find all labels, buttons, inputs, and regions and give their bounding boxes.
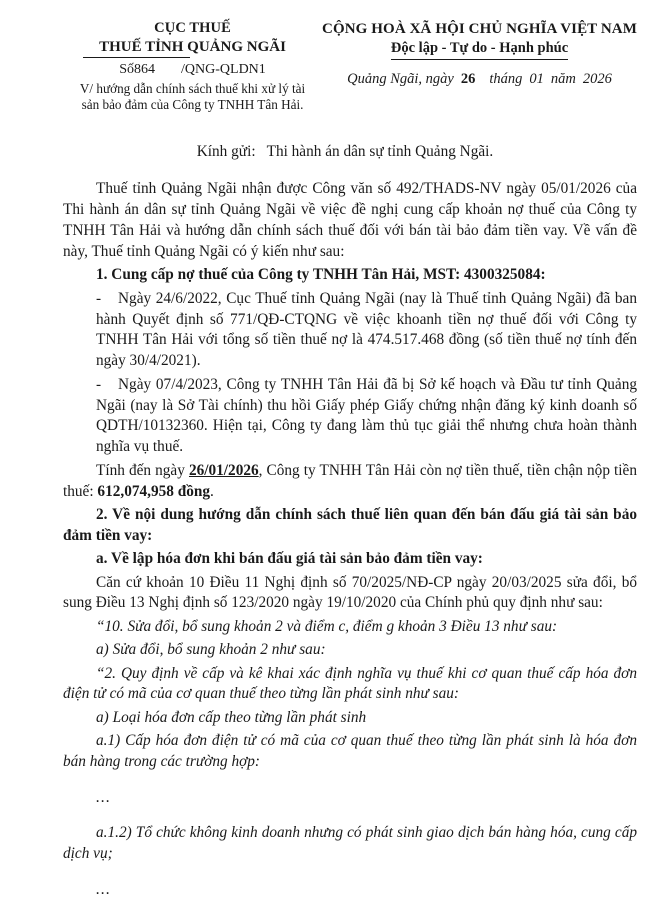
debt-as-of-date: 26/01/2026 — [188, 461, 259, 479]
quote-clause-2: “2. Quy định về cấp và kê khai xác định nghĩa vụ thuế khi cơ quan thuế cấp hóa đơn điện tử có mã của cơ quan thuế theo từng lần phát sinh như sau: — [63, 664, 637, 703]
section-1-item-1 — [63, 289, 637, 373]
debt-amount: 612,074,958 đồng — [97, 482, 211, 500]
date-place: Quảng Ngãi, ngày — [347, 70, 454, 87]
legal-basis-paragraph: Căn cứ khoản 10 Điều 11 Nghị định số 70/2025/NĐ-CP ngày 20/03/2025 sửa đổi, bổ sung Điều 13 Nghị định số 123/2020 ngày 19/10/2020 của Chính phủ quy định như sau: — [63, 573, 637, 612]
subject-line-1: V/ hướng dẫn chính sách thuế khi xử lý tài — [79, 80, 306, 96]
national-motto: Độc lập - Tự do - Hạnh phúc — [391, 40, 568, 60]
section-1-item-1-text: Ngày 24/6/2022, Cục Thuế tỉnh Quảng Ngãi (nay là Thuế tỉnh Quảng Ngãi) đã ban hành Quyết định số 771/QĐ-CTQNG về việc khoanh tiền nợ thuế đối với Công ty TNHH Tân Hải với tổng số tiền thuế nợ là 474.517.468 đồng (số tiền thuế nợ tính đến ngày 30/4/2021). — [96, 289, 637, 370]
document-subject — [63, 81, 322, 115]
debt-middle: , Công ty TNHH Tân Hải còn nợ tiền thuế, tiền chận nộp tiền thuế: — [63, 461, 638, 500]
debt-suffix: . — [210, 482, 214, 500]
recipient-value: Thi hành án dân sự tỉnh Quảng Ngãi. — [266, 143, 494, 161]
ellipsis-2: ... — [96, 880, 111, 898]
quote-point-a: a) Sửa đổi, bổ sung khoản 2 như sau: — [96, 641, 326, 659]
intro-paragraph: Thuế tỉnh Quảng Ngãi nhận được Công văn số 492/THADS-NV ngày 05/01/2026 của Thi hành án dân sự tỉnh Quảng Ngãi về việc đề nghị cung cấp khoản nợ thuế của Công ty TNHH Tân Hải và hướng dẫn chính sách thuế đối với bán tài bảo đảm tiền vay. Về vấn đề này, Thuế tỉnh Quảng Ngãi có ý kiến như sau: — [63, 180, 637, 260]
document-number-label: Số — [119, 62, 135, 78]
date-year-label: năm — [550, 70, 576, 87]
section-2-heading: 2. Về nội dung hướng dẫn chính sách thuế liên quan đến bán đấu giá tài sản bảo đảm tiền vay: — [63, 505, 637, 544]
ellipsis-1: ... — [96, 788, 111, 806]
subject-line-2: sản bảo đảm của Công ty TNHH Tân Hải. — [81, 97, 304, 113]
section-1-item-2 — [63, 375, 637, 459]
date-day: 26 — [460, 70, 476, 87]
date-line — [322, 71, 637, 88]
outstanding-debt-paragraph — [63, 461, 637, 503]
national-heading-block — [322, 14, 637, 88]
date-month: 01 — [529, 70, 544, 87]
quote-point-a12: a.1.2) Tổ chức không kinh doanh nhưng có phát sinh giao dịch bán hàng hóa, cung cấp dịch vụ; — [63, 823, 637, 862]
date-year: 2026 — [582, 70, 612, 87]
document-number-suffix: /QNG-QLDN1 — [181, 62, 266, 78]
debt-prefix: Tính đến ngày — [96, 461, 189, 479]
document-number-row — [63, 61, 322, 79]
authority-underline — [83, 57, 190, 58]
authority-parent-name: CỤC THUẾ — [154, 20, 231, 36]
quote-point-a1: a.1) Cấp hóa đơn điện tử có mã của cơ quan thuế theo từng lần phát sinh là hóa đơn bán hàng trong các trường hợp: — [63, 732, 637, 771]
quote-point-a-type: a) Loại hóa đơn cấp theo từng lần phát sinh — [96, 708, 367, 726]
document-header — [63, 14, 637, 114]
dash-bullet: - — [96, 375, 102, 393]
recipient-line — [53, 143, 637, 161]
issuing-authority-block — [63, 14, 322, 114]
date-month-label: tháng — [489, 70, 523, 87]
national-title: CỘNG HOÀ XÃ HỘI CHỦ NGHĨA VIỆT NAM — [322, 21, 637, 37]
recipient-label: Kính gửi: — [196, 143, 256, 161]
section-1-item-2-text: Ngày 07/4/2023, Công ty TNHH Tân Hải đã bị Sở kế hoạch và Đầu tư tỉnh Quảng Ngãi (nay là Sở Tài chính) thu hồi Giấy phép Giấy chứng nhận đăng ký kinh doanh số QDTH/10132360. Hiện tại, Công ty đang làm thủ tục giải thể nhưng chưa hoàn thành nghĩa vụ thuế. — [96, 375, 637, 456]
document-number-value: 864 — [134, 62, 156, 78]
quote-clause-10: “10. Sửa đổi, bổ sung khoản 2 và điểm c, điểm g khoản 3 Điều 13 như sau: — [96, 617, 558, 635]
dash-bullet: - — [96, 289, 102, 307]
section-2a-heading: a. Về lập hóa đơn khi bán đấu giá tài sản bảo đảm tiền vay: — [96, 550, 483, 568]
section-1-heading: 1. Cung cấp nợ thuế của Công ty TNHH Tân Hải, MST: 4300325084: — [96, 266, 546, 284]
document-body — [63, 179, 637, 898]
authority-name: THUẾ TỈNH QUẢNG NGÃI — [99, 38, 286, 55]
